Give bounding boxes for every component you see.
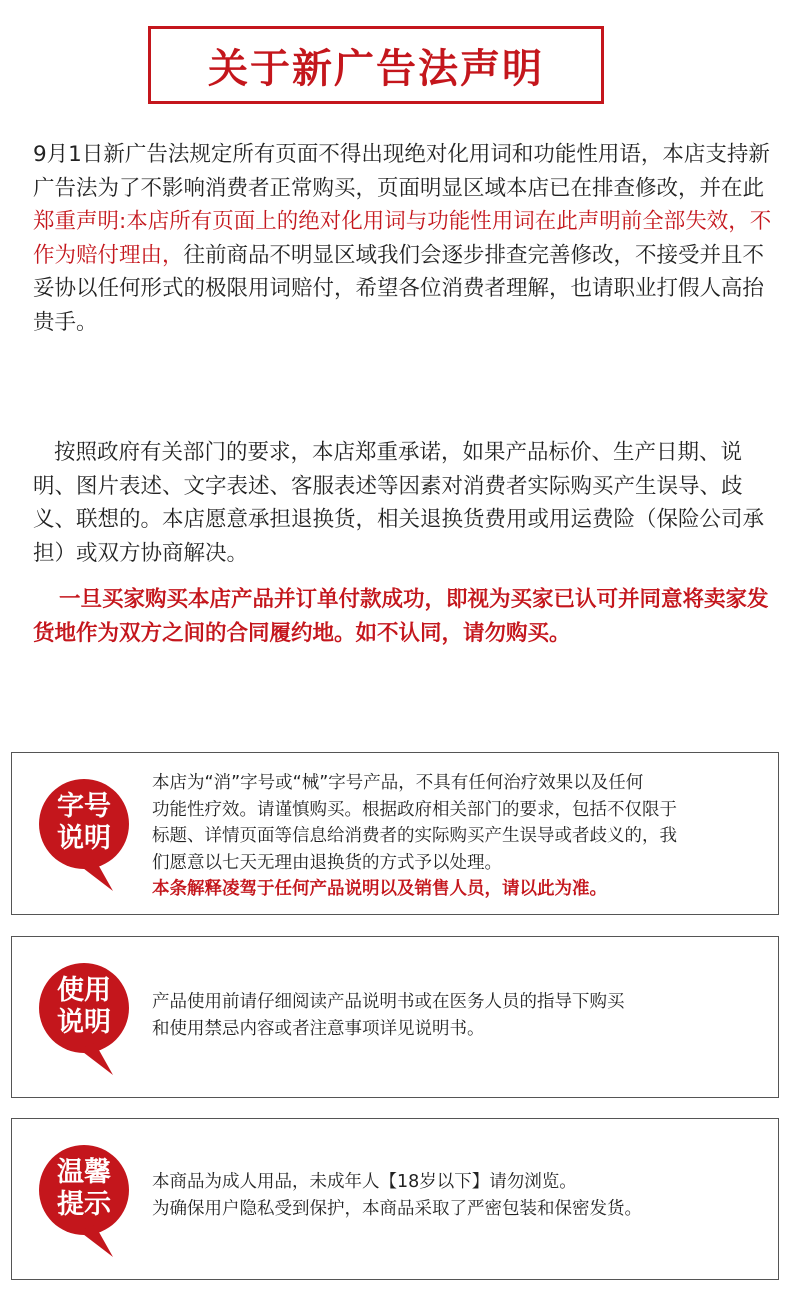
- badge-line-1: 字号: [57, 791, 111, 822]
- card-line: 功能性疗效。请谨慎购买。根据政府相关部门的要求，包括不仅限于: [152, 799, 677, 820]
- badge-line-2: 说明: [57, 823, 111, 854]
- speech-bubble-badge: [35, 963, 133, 1061]
- badge-line-2: 提示: [57, 1189, 111, 1220]
- speech-bubble-badge: [35, 779, 133, 877]
- card-red-line: 本条解释凌驾于任何产品说明以及销售人员，请以此为准。: [152, 879, 607, 899]
- badge-line-2: 说明: [57, 1007, 111, 1038]
- declaration-paragraph: [33, 138, 773, 339]
- page-title: 关于新广告法声明: [208, 45, 544, 92]
- title-box: [148, 26, 604, 104]
- card-line: 为确保用户隐私受到保护，本商品采取了严密包装和保密发货。: [152, 1198, 642, 1219]
- notice-card-brand: [11, 752, 779, 915]
- card-line: 产品使用前请仔细阅读产品说明书或在医务人员的指导下购买: [152, 992, 625, 1012]
- declaration-text-red: 郑重声明:本店所有页面上的绝对化用词与功能性用词在此声明前全部失效，不作为赔付理由，: [33, 209, 772, 268]
- contract-paragraph: 一旦买家购买本店产品并订单付款成功，即视为买家已认可并同意将卖家发货地作为双方之间的合同履约地。如不认同，请勿购买。: [33, 587, 769, 646]
- card-line: 本店为“消”字号或“械”字号产品，不具有任何治疗效果以及任何: [152, 773, 644, 793]
- card-line: 标题、详情页面等信息给消费者的实际购买产生误导或者歧义的，我: [152, 826, 677, 846]
- declaration-text-b: 往前商品不明显区域我们会逐步排查完善修改，不接受并且不妥协以任何形式的极限用词赔付，希望各位消费者理解，也请职业打假人高抬贵手。: [33, 242, 765, 335]
- card-line: 和使用禁忌内容或者注意事项详见说明书。: [152, 1018, 485, 1039]
- speech-bubble-badge: [35, 1145, 133, 1243]
- card-line: 们愿意以七天无理由退换货的方式予以处理。: [152, 852, 502, 873]
- card-body: [152, 770, 776, 903]
- card-body: [152, 1169, 776, 1222]
- badge-line-1: 使用: [57, 975, 111, 1006]
- notice-card-usage: [11, 936, 779, 1098]
- card-body: [152, 989, 776, 1042]
- commitment-paragraph: 按照政府有关部门的要求，本店郑重承诺，如果产品标价、生产日期、说明、图片表述、文字表述、客服表述等因素对消费者实际购买产生误导、歧义、联想的。本店愿意承担退换货，相关退换货费用或用运费险（保险公司承担）或双方协商解决。: [33, 440, 765, 566]
- badge-line-1: 温馨: [57, 1157, 111, 1188]
- declaration-text-a: 9月1日新广告法规定所有页面不得出现绝对化用词和功能性用语，本店支持新广告法为了不影响消费者正常购买，页面明显区域本店已在排查修改，并在此: [33, 142, 770, 201]
- notice-card-tips: [11, 1118, 779, 1280]
- card-line: 本商品为成人用品，未成年人【18岁以下】请勿浏览。: [152, 1172, 577, 1192]
